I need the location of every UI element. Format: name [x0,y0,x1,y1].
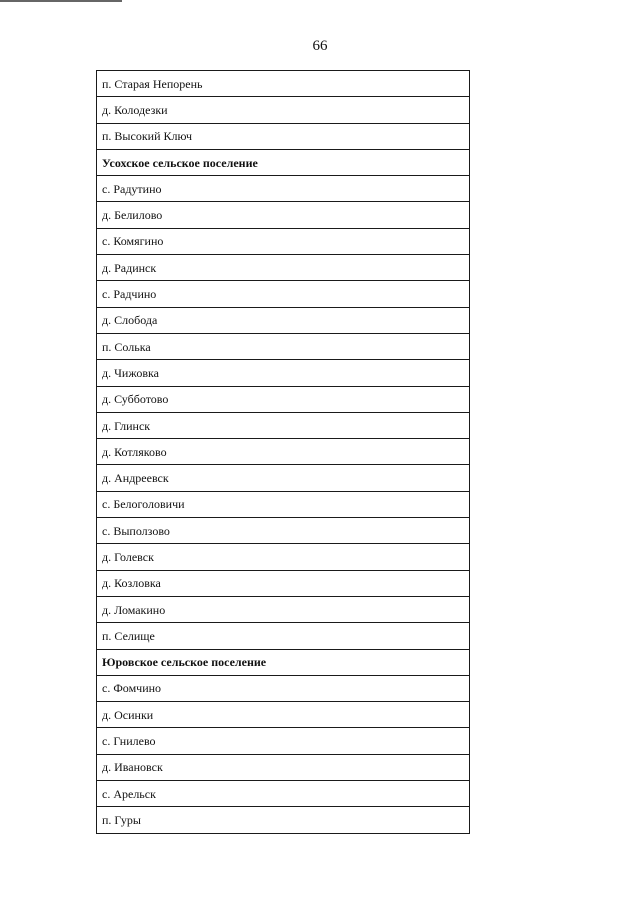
settlement-row [97,754,470,780]
settlement-name: д. Радинск [97,255,470,281]
settlement-name: с. Арельск [97,781,470,807]
settlement-name: с. Радутино [97,176,470,202]
settlements-table-container [96,70,470,834]
settlement-name: д. Осинки [97,702,470,728]
settlement-name: с. Белоголовичи [97,491,470,517]
settlement-name: д. Ивановск [97,754,470,780]
settlement-row [97,544,470,570]
settlement-row [97,518,470,544]
settlement-row [97,728,470,754]
settlement-row [97,412,470,438]
settlement-row [97,491,470,517]
settlement-name: д. Голевск [97,544,470,570]
settlement-name: д. Колодезки [97,97,470,123]
settlement-row [97,360,470,386]
settlement-row [97,228,470,254]
settlement-row [97,281,470,307]
settlement-name: с. Гнилево [97,728,470,754]
settlement-name: д. Чижовка [97,360,470,386]
page-number: 66 [312,38,328,54]
settlement-row [97,386,470,412]
settlement-name: д. Андреевск [97,465,470,491]
settlements-table [96,70,470,834]
settlement-row [97,675,470,701]
settlement-name: п. Гуры [97,807,470,833]
settlement-name: с. Фомчино [97,675,470,701]
settlement-row [97,781,470,807]
settlement-row [97,465,470,491]
settlement-name: д. Козловка [97,570,470,596]
settlement-row [97,176,470,202]
settlement-row [97,623,470,649]
settlement-row [97,596,470,622]
scan-edge-mark [0,0,122,2]
settlement-name: п. Солька [97,333,470,359]
settlement-name: д. Глинск [97,412,470,438]
settlement-name: с. Выползово [97,518,470,544]
settlement-name: д. Белилово [97,202,470,228]
settlement-row [97,202,470,228]
settlement-name: д. Ломакино [97,596,470,622]
section-title: Юровское сельское поселение [97,649,470,675]
settlement-name: д. Котляково [97,439,470,465]
settlement-row [97,702,470,728]
settlement-row [97,97,470,123]
settlement-name: п. Старая Непорень [97,71,470,97]
settlement-row [97,307,470,333]
settlement-name: п. Высокий Ключ [97,123,470,149]
section-title: Усохское сельское поселение [97,149,470,175]
settlement-row [97,255,470,281]
settlement-row [97,333,470,359]
settlement-name: с. Комягино [97,228,470,254]
settlement-name: д. Слобода [97,307,470,333]
section-header-row [97,149,470,175]
settlement-row [97,71,470,97]
settlements-table-body [97,71,470,834]
settlement-row [97,570,470,596]
settlement-row [97,123,470,149]
settlement-name: п. Селище [97,623,470,649]
settlement-name: д. Субботово [97,386,470,412]
settlement-name: с. Радчино [97,281,470,307]
section-header-row [97,649,470,675]
settlement-row [97,807,470,833]
settlement-row [97,439,470,465]
